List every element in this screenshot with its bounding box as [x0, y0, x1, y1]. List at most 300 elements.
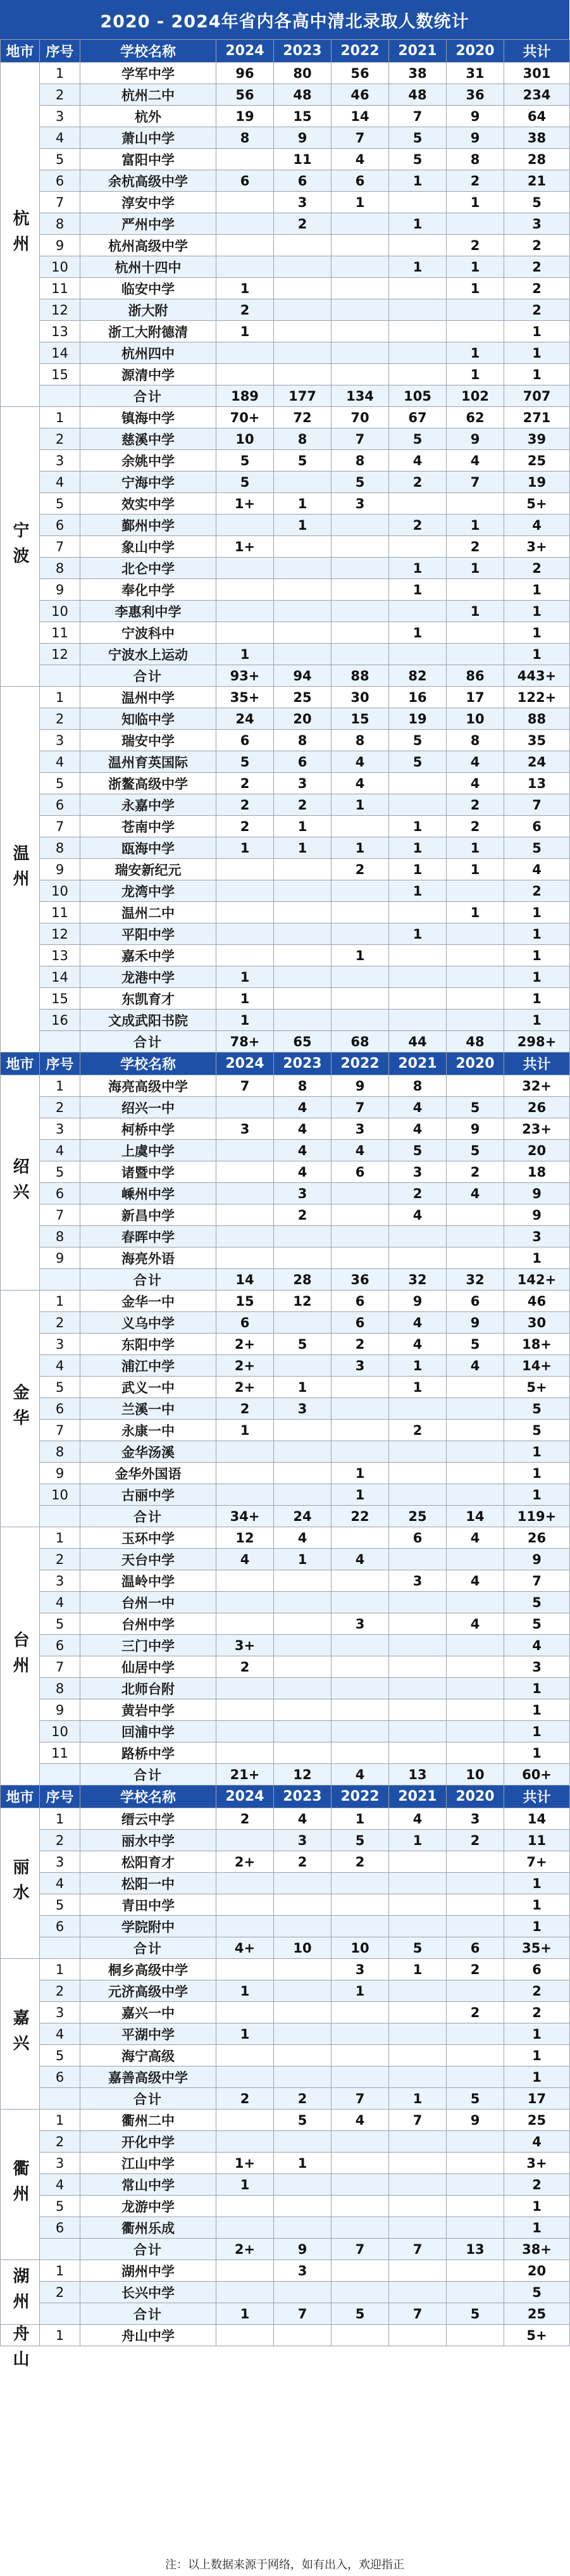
row-number: 1	[40, 2325, 80, 2346]
subtotal-value: 4+	[216, 1937, 274, 1959]
row-number: 2	[40, 1980, 80, 2002]
year-count	[331, 1635, 389, 1656]
year-count: 1	[216, 837, 274, 859]
year-count: 4	[331, 751, 389, 773]
total-count: 1	[504, 579, 570, 601]
school-name: 宁波科中	[80, 622, 216, 644]
year-count: 2	[216, 1808, 274, 1830]
column-header: 学校名称	[80, 1053, 216, 1075]
year-count: 1	[216, 988, 274, 1010]
year-count: 1+	[216, 493, 274, 515]
year-count: 4	[447, 1570, 504, 1592]
row-number: 6	[40, 2066, 80, 2088]
subtotal-value: 44	[389, 1031, 447, 1053]
year-count	[274, 472, 331, 493]
year-count: 96	[216, 63, 274, 84]
year-count	[331, 1377, 389, 1398]
row-number: 7	[40, 816, 80, 837]
blank-cell	[40, 665, 80, 687]
year-count	[389, 2023, 447, 2045]
table-row	[1, 106, 570, 127]
year-count	[274, 923, 331, 945]
year-count	[216, 1721, 274, 1742]
year-count	[331, 1721, 389, 1742]
year-count: 2	[389, 515, 447, 536]
row-number: 5	[40, 2196, 80, 2217]
school-name: 宁海中学	[80, 472, 216, 493]
year-count	[274, 342, 331, 364]
row-number: 11	[40, 278, 80, 299]
total-count: 1	[504, 321, 570, 342]
region-label: 温州	[1, 687, 40, 1053]
row-number: 5	[40, 1377, 80, 1398]
year-count	[331, 213, 389, 235]
year-count	[216, 1830, 274, 1851]
school-name: 开化中学	[80, 2131, 216, 2153]
year-count: 3	[274, 1398, 331, 1420]
row-number: 8	[40, 1226, 80, 1247]
row-number: 3	[40, 1851, 80, 1873]
year-count	[389, 1851, 447, 1873]
school-name: 义乌中学	[80, 1312, 216, 1334]
year-count: 9	[447, 2110, 504, 2131]
year-count	[216, 558, 274, 579]
year-count: 48	[274, 84, 331, 106]
year-count: 9	[447, 1118, 504, 1140]
year-count	[274, 1247, 331, 1269]
total-count: 14	[504, 1808, 570, 1830]
school-name: 江山中学	[80, 2153, 216, 2174]
year-count	[274, 1441, 331, 1463]
table-row	[1, 1161, 570, 1183]
table-row	[1, 1678, 570, 1699]
total-count: 2	[504, 256, 570, 278]
subtotal-row	[1, 1031, 570, 1053]
year-count: 3+	[216, 1635, 274, 1656]
year-count	[216, 1226, 274, 1247]
row-number: 5	[40, 149, 80, 170]
year-count	[389, 493, 447, 515]
year-count	[274, 1613, 331, 1635]
year-count	[274, 2174, 331, 2196]
year-count	[447, 945, 504, 966]
year-count: 3	[331, 493, 389, 515]
school-name: 平湖中学	[80, 2023, 216, 2045]
year-count: 1	[331, 192, 389, 213]
year-count	[447, 1010, 504, 1031]
year-count	[447, 1441, 504, 1463]
school-name: 天台中学	[80, 1549, 216, 1570]
table-row	[1, 1097, 570, 1118]
school-name: 金华汤溪	[80, 1441, 216, 1463]
row-number: 14	[40, 342, 80, 364]
year-count	[389, 299, 447, 321]
year-count	[389, 2325, 447, 2346]
year-count: 7	[389, 2110, 447, 2131]
table-row	[1, 1808, 570, 1830]
row-number: 8	[40, 558, 80, 579]
school-name: 杭外	[80, 106, 216, 127]
column-header: 2022	[331, 40, 389, 63]
total-count: 1	[504, 2217, 570, 2239]
year-count	[331, 1527, 389, 1549]
row-number: 6	[40, 1398, 80, 1420]
row-number: 1	[40, 1075, 80, 1097]
year-count: 5	[274, 1334, 331, 1355]
year-count	[274, 2131, 331, 2153]
year-count: 4	[274, 1097, 331, 1118]
year-count	[447, 1247, 504, 1269]
year-count	[216, 1463, 274, 1484]
row-number: 5	[40, 1894, 80, 1916]
total-count: 38	[504, 127, 570, 149]
year-count: 3	[274, 2260, 331, 2282]
school-name: 知临中学	[80, 708, 216, 730]
blank-cell	[40, 1506, 80, 1527]
year-count: 5	[216, 751, 274, 773]
year-count	[216, 342, 274, 364]
year-count: 9	[447, 106, 504, 127]
year-count: 38	[389, 63, 447, 84]
row-number: 4	[40, 1355, 80, 1377]
table-row	[1, 1484, 570, 1506]
column-header: 学校名称	[80, 40, 216, 63]
table-row	[1, 837, 570, 859]
year-count: 19	[216, 106, 274, 127]
year-count	[331, 579, 389, 601]
year-count	[447, 1075, 504, 1097]
table-row	[1, 1656, 570, 1678]
subtotal-value: 102	[447, 385, 504, 407]
row-number: 3	[40, 106, 80, 127]
subtotal-value: 298+	[504, 1031, 570, 1053]
year-count: 4	[447, 751, 504, 773]
year-count: 46	[331, 84, 389, 106]
school-name: 镇海中学	[80, 407, 216, 428]
subtotal-label: 合计	[80, 1269, 216, 1291]
year-count: 1	[274, 837, 331, 859]
subtotal-value: 7	[331, 2088, 389, 2110]
subtotal-label: 合计	[80, 1764, 216, 1785]
year-count	[216, 1916, 274, 1937]
year-count: 1	[447, 558, 504, 579]
total-count: 25	[504, 2110, 570, 2131]
year-count	[274, 321, 331, 342]
year-count: 1	[274, 1549, 331, 1570]
year-count	[447, 1742, 504, 1764]
school-name: 北师台附	[80, 1678, 216, 1699]
column-header: 地市	[1, 40, 40, 63]
region-label: 台州	[1, 1527, 40, 1785]
school-name: 舟山中学	[80, 2325, 216, 2346]
year-count	[331, 2260, 389, 2282]
year-count	[331, 622, 389, 644]
table-row	[1, 773, 570, 794]
year-count: 4	[389, 1118, 447, 1140]
year-count	[389, 2131, 447, 2153]
year-count	[331, 256, 389, 278]
row-number: 2	[40, 708, 80, 730]
total-count: 2	[504, 278, 570, 299]
total-count: 35	[504, 730, 570, 751]
school-name: 嘉善高级中学	[80, 2066, 216, 2088]
year-count: 8	[274, 1075, 331, 1097]
year-count: 1	[331, 945, 389, 966]
year-count: 2+	[216, 1334, 274, 1355]
year-count: 30	[331, 687, 389, 708]
year-count	[274, 1678, 331, 1699]
year-count: 8	[331, 730, 389, 751]
table-row	[1, 1527, 570, 1549]
subtotal-row	[1, 665, 570, 687]
subtotal-label: 合计	[80, 2088, 216, 2110]
column-header: 序号	[40, 1785, 80, 1808]
year-count	[447, 2066, 504, 2088]
row-number: 11	[40, 902, 80, 923]
year-count: 1	[389, 837, 447, 859]
year-count: 3	[216, 1118, 274, 1140]
total-count: 46	[504, 1291, 570, 1312]
column-header: 2023	[274, 1785, 331, 1808]
school-name: 杭州十四中	[80, 256, 216, 278]
year-count	[331, 364, 389, 385]
year-count	[389, 1980, 447, 2002]
year-count	[274, 966, 331, 988]
row-number: 10	[40, 601, 80, 622]
subtotal-value: 6	[447, 1937, 504, 1959]
table-row	[1, 1075, 570, 1097]
table-row	[1, 256, 570, 278]
year-count	[331, 2023, 389, 2045]
column-header-row	[1, 40, 570, 63]
subtotal-value: 13	[447, 2239, 504, 2260]
year-count: 1	[389, 859, 447, 880]
year-count: 1	[447, 192, 504, 213]
year-count	[331, 816, 389, 837]
table-row	[1, 816, 570, 837]
total-count: 30	[504, 1312, 570, 1334]
year-count: 1	[447, 278, 504, 299]
row-number: 3	[40, 1570, 80, 1592]
year-count: 6	[447, 1291, 504, 1312]
table-row	[1, 170, 570, 192]
year-count: 3	[274, 773, 331, 794]
year-count: 70+	[216, 407, 274, 428]
row-number: 3	[40, 1118, 80, 1140]
table-row	[1, 1183, 570, 1204]
total-count: 2	[504, 299, 570, 321]
total-count: 1	[504, 2066, 570, 2088]
year-count	[389, 2045, 447, 2066]
school-name: 长兴中学	[80, 2282, 216, 2303]
school-name: 绍兴一中	[80, 1097, 216, 1118]
year-count: 11	[274, 149, 331, 170]
school-name: 温州中学	[80, 687, 216, 708]
table-row	[1, 2023, 570, 2045]
year-count	[216, 1613, 274, 1635]
row-number: 6	[40, 1183, 80, 1204]
row-number: 6	[40, 2217, 80, 2239]
table-row	[1, 923, 570, 945]
year-count: 3	[331, 1118, 389, 1140]
year-count	[331, 1010, 389, 1031]
year-count: 48	[389, 84, 447, 106]
year-count	[389, 2282, 447, 2303]
year-count	[274, 558, 331, 579]
row-number: 13	[40, 945, 80, 966]
table-row	[1, 2282, 570, 2303]
row-number: 1	[40, 1527, 80, 1549]
total-count: 26	[504, 1527, 570, 1549]
year-count: 3	[274, 1183, 331, 1204]
table-row	[1, 1398, 570, 1420]
year-count	[274, 299, 331, 321]
year-count	[331, 1570, 389, 1592]
year-count: 4	[389, 450, 447, 472]
year-count	[389, 945, 447, 966]
year-count: 9	[447, 428, 504, 450]
subtotal-value: 5	[331, 2303, 389, 2325]
year-count	[274, 902, 331, 923]
school-name: 金华一中	[80, 1291, 216, 1312]
year-count: 1	[447, 601, 504, 622]
year-count	[331, 880, 389, 902]
year-count	[331, 536, 389, 558]
year-count	[274, 1484, 331, 1506]
total-count: 1	[504, 1441, 570, 1463]
year-count	[216, 1699, 274, 1721]
table-row	[1, 1980, 570, 2002]
total-count: 39	[504, 428, 570, 450]
total-count: 1	[504, 342, 570, 364]
table-row	[1, 84, 570, 106]
year-count: 2+	[216, 1851, 274, 1873]
year-count	[216, 2002, 274, 2023]
subtotal-label: 合计	[80, 1506, 216, 1527]
year-count: 20	[274, 708, 331, 730]
year-count	[216, 1204, 274, 1226]
table-row	[1, 1291, 570, 1312]
year-count	[216, 515, 274, 536]
row-number: 9	[40, 1247, 80, 1269]
year-count	[331, 2174, 389, 2196]
table-row	[1, 235, 570, 256]
year-count	[216, 1161, 274, 1183]
table-row	[1, 1549, 570, 1570]
total-count: 1	[504, 988, 570, 1010]
year-count: 4	[331, 773, 389, 794]
blank-cell	[40, 1764, 80, 1785]
row-number: 2	[40, 1830, 80, 1851]
school-name: 萧山中学	[80, 127, 216, 149]
total-count: 1	[504, 644, 570, 665]
school-name: 文成武阳书院	[80, 1010, 216, 1031]
total-count: 1	[504, 1894, 570, 1916]
total-count: 28	[504, 149, 570, 170]
year-count	[331, 1441, 389, 1463]
year-count	[331, 299, 389, 321]
year-count: 2	[216, 794, 274, 816]
row-number: 9	[40, 235, 80, 256]
year-count	[216, 149, 274, 170]
year-count	[274, 1959, 331, 1980]
year-count: 5	[274, 2110, 331, 2131]
year-count	[447, 1635, 504, 1656]
year-count	[216, 1873, 274, 1894]
year-count: 1	[216, 2174, 274, 2196]
row-number: 2	[40, 2131, 80, 2153]
subtotal-label: 合计	[80, 2239, 216, 2260]
row-number: 1	[40, 1291, 80, 1312]
year-count: 6	[216, 730, 274, 751]
year-count	[216, 880, 274, 902]
year-count: 5	[389, 428, 447, 450]
year-count	[216, 1678, 274, 1699]
year-count	[447, 1463, 504, 1484]
year-count: 1	[331, 1463, 389, 1484]
school-name: 浙鳌高级中学	[80, 773, 216, 794]
year-count: 1	[216, 278, 274, 299]
year-count	[274, 278, 331, 299]
year-count: 4	[274, 1140, 331, 1161]
region-label: 宁波	[1, 407, 40, 687]
year-count: 15	[331, 708, 389, 730]
table-row	[1, 2174, 570, 2196]
year-count: 1	[331, 837, 389, 859]
year-count: 9	[389, 1291, 447, 1312]
year-count: 3	[331, 1355, 389, 1377]
row-number: 7	[40, 1420, 80, 1441]
year-count: 1	[389, 622, 447, 644]
table-row	[1, 364, 570, 385]
column-header: 序号	[40, 40, 80, 63]
year-count: 2	[216, 773, 274, 794]
year-count: 1	[389, 579, 447, 601]
year-count	[331, 988, 389, 1010]
year-count: 17	[447, 687, 504, 708]
year-count: 1	[216, 1980, 274, 2002]
total-count: 1	[504, 1873, 570, 1894]
year-count	[274, 2196, 331, 2217]
total-count: 1	[504, 1463, 570, 1484]
row-number: 10	[40, 1721, 80, 1742]
table-row	[1, 1463, 570, 1484]
year-count: 5	[447, 1334, 504, 1355]
subtotal-value: 60+	[504, 1764, 570, 1785]
subtotal-label: 合计	[80, 1937, 216, 1959]
year-count	[447, 2174, 504, 2196]
table-row	[1, 192, 570, 213]
school-name: 苍南中学	[80, 816, 216, 837]
table-row	[1, 2002, 570, 2023]
year-count	[447, 966, 504, 988]
column-header: 2020	[447, 1785, 504, 1808]
row-number: 4	[40, 1592, 80, 1613]
year-count	[274, 644, 331, 665]
school-name: 青田中学	[80, 1894, 216, 1916]
year-count: 4	[389, 1097, 447, 1118]
school-name: 瑞安中学	[80, 730, 216, 751]
row-number: 11	[40, 1742, 80, 1764]
table-row	[1, 342, 570, 364]
school-name: 柯桥中学	[80, 1118, 216, 1140]
year-count: 1	[216, 966, 274, 988]
year-count: 2	[216, 299, 274, 321]
row-number: 4	[40, 751, 80, 773]
year-count	[331, 923, 389, 945]
subtotal-value: 142+	[504, 1269, 570, 1291]
year-count	[331, 1247, 389, 1269]
